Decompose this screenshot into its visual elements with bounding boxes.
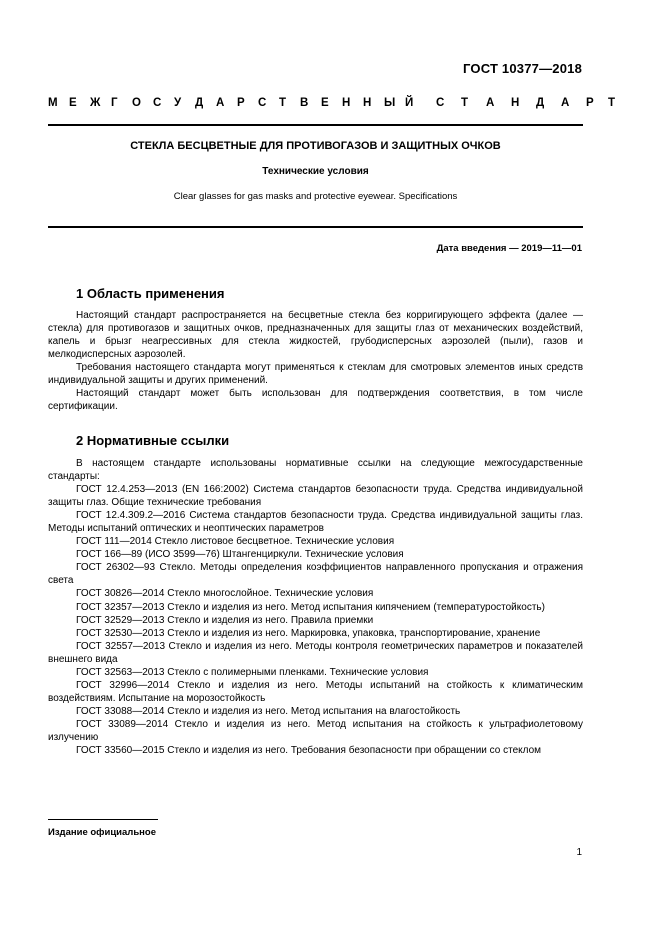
paragraph: Требования настоящего стандарта могут применяться к стеклам для смотровых элементов иных средств индивидуальной защиты и других применений.	[48, 362, 583, 387]
reference-item: ГОСТ 32557—2013 Стекло и изделия из него. Методы контроля геометрических параметров и показателей внешнего вида	[48, 640, 583, 665]
banner-letter: Й	[405, 97, 414, 109]
reference-item: ГОСТ 33560—2015 Стекло и изделия из него. Требования безопасности при обращении со стеклом	[76, 745, 541, 757]
reference-item: ГОСТ 12.4.253—2013 (EN 166:2002) Система стандартов безопасности труда. Средства индивидуальной защиты глаз. Общие технические требования	[48, 484, 583, 509]
reference-item: ГОСТ 26302—93 Стекло. Методы определения коэффициентов направленного пропускания и отражения света	[48, 562, 583, 587]
section-1-heading: 1 Область применения	[76, 286, 225, 301]
banner-letter: Д	[536, 97, 545, 109]
banner-letter: Н	[363, 97, 372, 109]
paragraph: Настоящий стандарт распространяется на бесцветные стекла без корригирующего эффекта (далее — стекла) для противогазов и защитных очков, предназначенных для защиты глаз от механических воздействий, капель и брызг неагрессивных для стекла жидкостей, грубодисперсных аэрозолей (пыли), газов и мелкодисперсных аэрозолей.	[48, 310, 583, 361]
banner-letter: Т	[461, 97, 469, 109]
banner-letter: С	[153, 97, 162, 109]
section-2-body	[48, 457, 583, 757]
introduction-date: Дата введения — 2019—11—01	[436, 243, 582, 254]
title-divider	[48, 226, 583, 228]
banner-letter: В	[300, 97, 309, 109]
document-subtitle: Технические условия	[262, 166, 369, 177]
english-title: Clear glasses for gas masks and protective eyewear. Specifications	[173, 191, 458, 202]
footer-divider	[48, 819, 158, 820]
banner-letter: С	[436, 97, 445, 109]
banner-letter: Т	[279, 97, 287, 109]
banner-letter: Т	[608, 97, 616, 109]
banner-letter: Р	[237, 97, 245, 109]
page-number: 1	[576, 847, 582, 858]
banner-letter: Д	[195, 97, 204, 109]
reference-item: ГОСТ 111—2014 Стекло листовое бесцветное. Технические условия	[76, 536, 395, 548]
banner-letter: Е	[69, 97, 77, 109]
paragraph: В настоящем стандарте использованы нормативные ссылки на следующие межгосударственные стандарты:	[48, 458, 583, 483]
banner-letter: У	[174, 97, 182, 109]
section-1-body	[48, 309, 583, 413]
banner-letter: О	[132, 97, 141, 109]
reference-item: ГОСТ 32996—2014 Стекло и изделия из него. Методы испытаний на стойкость к климатическим воздействиям. Испытание на морозостойкость	[48, 679, 583, 704]
banner-letter: М	[48, 97, 58, 109]
banner-letter: А	[486, 97, 495, 109]
banner-letter: Е	[321, 97, 329, 109]
banner-letter: А	[561, 97, 570, 109]
reference-item: ГОСТ 32357—2013 Стекло и изделия из него. Метод испытания кипячением (температуростойкость)	[76, 601, 545, 613]
reference-item: ГОСТ 166—89 (ИСО 3599—76) Штангенциркули. Технические условия	[76, 549, 404, 561]
reference-item: ГОСТ 32563—2013 Стекло с полимерными пленками. Технические условия	[76, 666, 429, 678]
standard-code: ГОСТ 10377—2018	[463, 61, 582, 76]
document-title: СТЕКЛА БЕСЦВЕТНЫЕ ДЛЯ ПРОТИВОГАЗОВ И ЗАЩИТНЫХ ОЧКОВ	[130, 140, 501, 152]
paragraph: Настоящий стандарт может быть использован для подтверждения соответствия, в том числе сертификации.	[48, 388, 583, 413]
banner-letter: С	[258, 97, 267, 109]
reference-item: ГОСТ 33088—2014 Стекло и изделия из него. Метод испытания на влагостойкость	[76, 705, 461, 717]
banner-letter: Г	[111, 97, 118, 109]
banner-letter: Ы	[384, 97, 396, 109]
reference-item: ГОСТ 33089—2014 Стекло и изделия из него. Метод испытания на стойкость к ультрафиолетовому излучению	[48, 718, 583, 743]
reference-item: ГОСТ 30826—2014 Стекло многослойное. Технические условия	[76, 588, 374, 600]
banner-letter: Н	[511, 97, 520, 109]
banner-letter: Р	[586, 97, 594, 109]
section-2-heading: 2 Нормативные ссылки	[76, 433, 230, 448]
interstate-standard-banner	[48, 97, 616, 113]
reference-item: ГОСТ 32529—2013 Стекло и изделия из него. Правила приемки	[76, 614, 374, 626]
banner-letter: Ж	[90, 97, 101, 109]
banner-letter: А	[216, 97, 225, 109]
reference-item: ГОСТ 12.4.309.2—2016 Система стандартов безопасности труда. Средства индивидуальной защиты глаз. Методы испытаний оптических и неоптических параметров	[48, 510, 583, 535]
official-edition-label: Издание официальное	[48, 827, 156, 838]
top-divider	[48, 124, 583, 126]
banner-letter: Н	[342, 97, 351, 109]
reference-item: ГОСТ 32530—2013 Стекло и изделия из него. Маркировка, упаковка, транспортирование, хранение	[76, 627, 541, 639]
